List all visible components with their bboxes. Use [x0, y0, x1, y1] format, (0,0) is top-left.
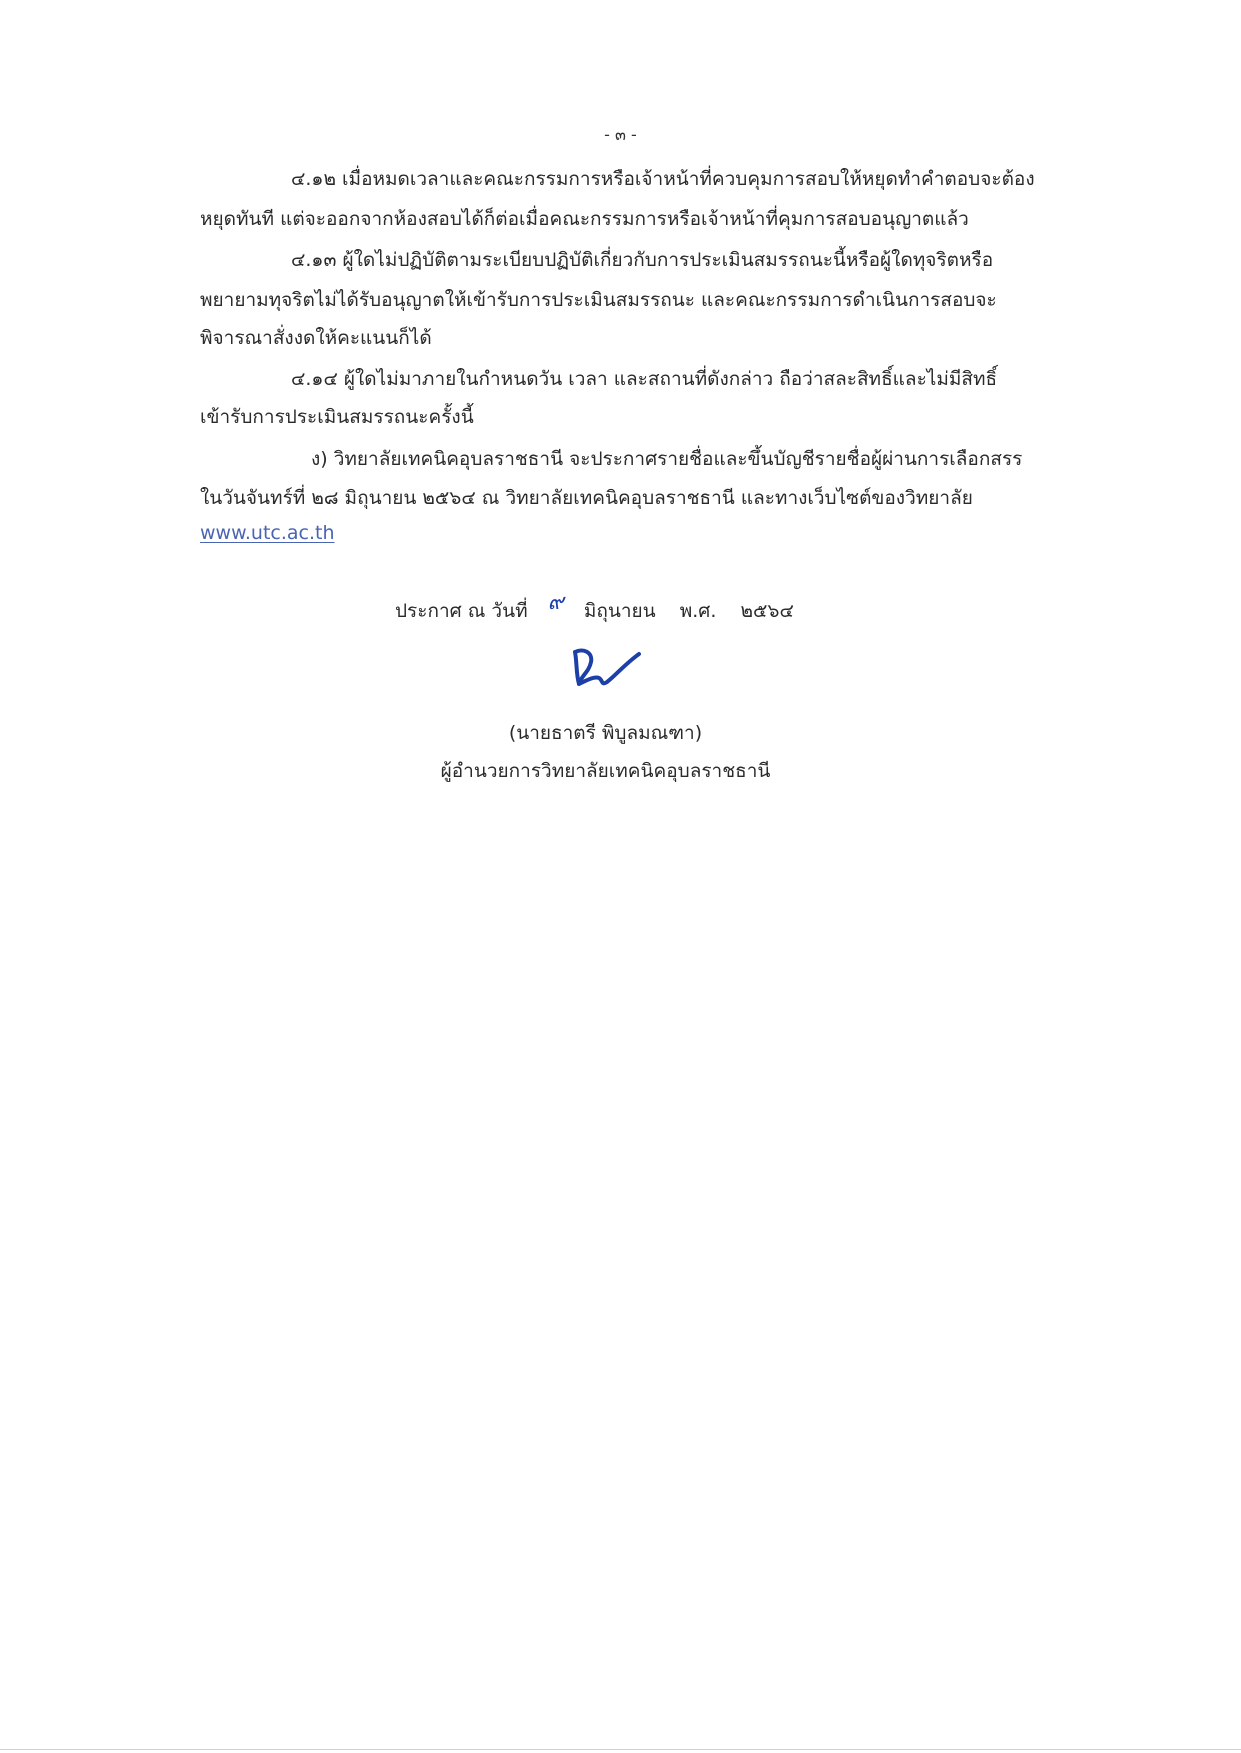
signatory-position: ผู้อำนวยการวิทยาลัยเทคนิคอุบลราชธานี [440, 760, 771, 782]
paragraph-4-13-line-3: พิจารณาสั่งงดให้คะแนนก็ได้ [200, 327, 432, 349]
page-number: - ๓ - [604, 125, 637, 144]
announcement-month: มิถุนายน [583, 600, 656, 622]
paragraph-4-12-line-2: หยุดทันที แต่จะออกจากห้องสอบได้ก็ต่อเมื่อคณะกรรมการหรือเจ้าหน้าที่คุมการสอบอนุญาตแล้ว [200, 208, 969, 230]
paragraph-4-14-line-2: เข้ารับการประเมินสมรรถนะครั้งนี้ [200, 406, 474, 428]
handwritten-day: ๙ [547, 590, 564, 615]
paragraph-4-13-line-2: พยายามทุจริตไม่ได้รับอนุญาตให้เข้ารับการประเมินสมรรถนะ และคณะกรรมการดำเนินการสอบจะ [200, 289, 997, 311]
signatory-name: (นายธาตรี พิบูลมณฑา) [508, 722, 703, 744]
paragraph-d-line-1: ง) วิทยาลัยเทคนิคอุบลราชธานี จะประกาศรายชื่อและขึ้นบัญชีรายชื่อผู้ผ่านการเลือกสรร [311, 448, 1023, 470]
announcement-date [395, 590, 794, 624]
paragraph-4-13-line-1: ๔.๑๓ ผู้ใดไม่ปฏิบัติตามระเบียบปฏิบัติเกี่ยวกับการประเมินสมรรถนะนี้หรือผู้ใดทุจริตหรือ [291, 249, 994, 271]
announcement-era: พ.ศ. [679, 600, 717, 622]
announcement-prefix: ประกาศ ณ วันที่ [395, 600, 528, 622]
paragraph-d-line-2: ในวันจันทร์ที่ ๒๘ มิถุนายน ๒๕๖๔ ณ วิทยาลัยเทคนิคอุบลราชธานี และทางเว็บไซต์ของวิทยาลัย [200, 487, 973, 509]
paragraph-4-12-line-1: ๔.๑๒ เมื่อหมดเวลาและคณะกรรมการหรือเจ้าหน้าที่ควบคุมการสอบให้หยุดทำคำตอบจะต้อง [291, 168, 1035, 190]
signature-image [565, 640, 645, 692]
paragraph-4-14-line-1: ๔.๑๔ ผู้ใดไม่มาภายในกำหนดวัน เวลา และสถานที่ดังกล่าว ถือว่าสละสิทธิ์และไม่มีสิทธิ์ [291, 368, 998, 390]
website-link[interactable]: www.utc.ac.th [200, 522, 335, 544]
page-bottom-edge [0, 1749, 1241, 1750]
announcement-year: ๒๕๖๔ [740, 600, 794, 622]
